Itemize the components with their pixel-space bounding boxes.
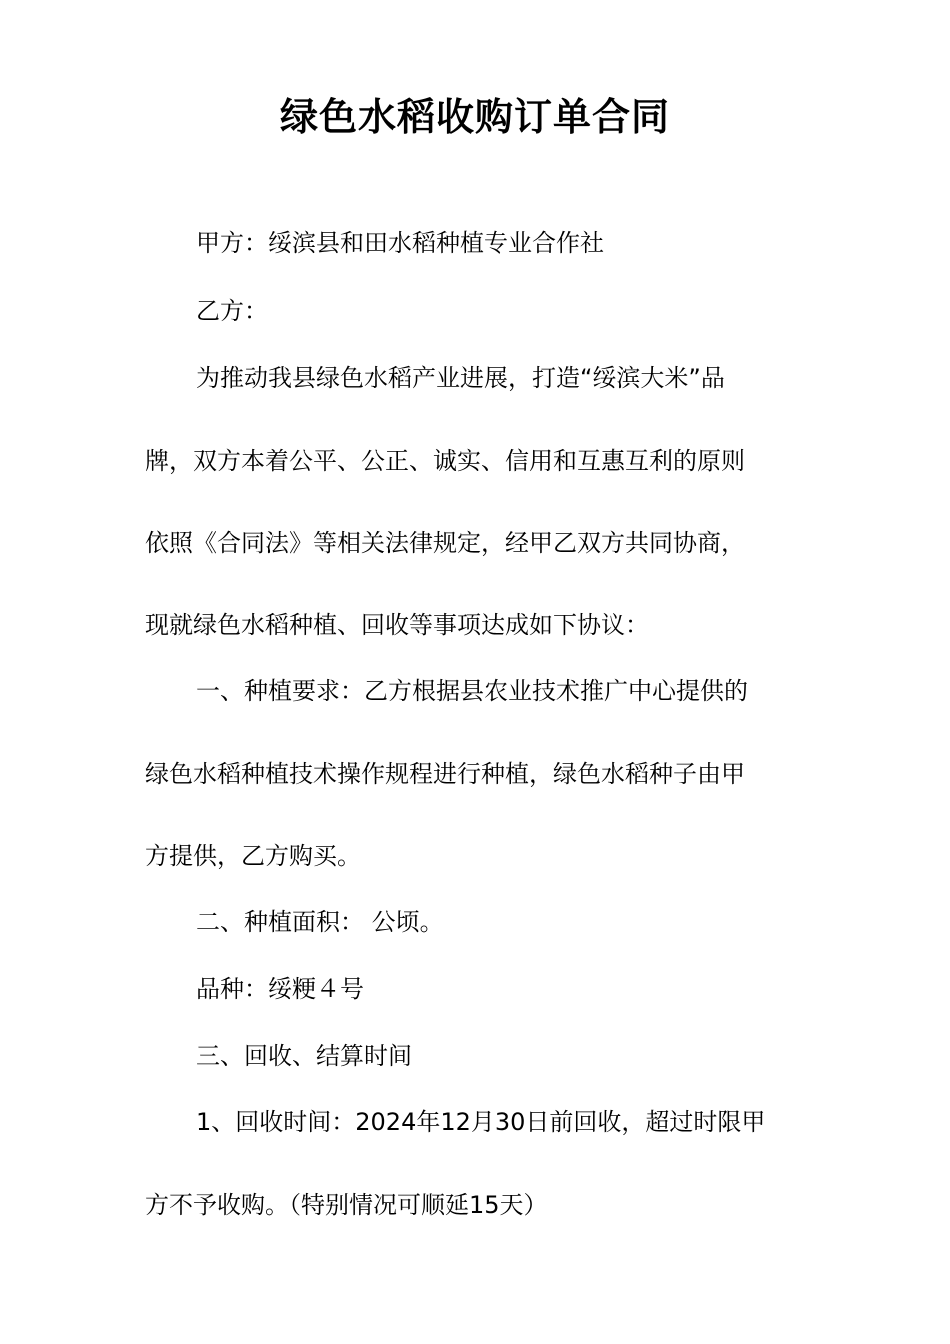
clause-1-line-3: 方提供，乙方购买。: [145, 842, 361, 870]
clause-1-line-1: 一、种植要求：乙方根据县农业技术推广中心提供的: [196, 677, 748, 705]
party-b-line: 乙方：: [196, 297, 268, 325]
clause-3-item-1-line-1: 1、回收时间：2024年12月30日前回收，超过时限甲: [196, 1108, 766, 1136]
preamble-line-3: 依照《合同法》等相关法律规定，经甲乙双方共同协商，: [145, 529, 745, 557]
preamble-line-4: 现就绿色水稻种植、回收等事项达成如下协议：: [145, 611, 649, 639]
preamble-line-1: 为推动我县绿色水稻产业进展，打造“绥滨大米”品: [196, 364, 725, 392]
clause-2-area-line: 二、种植面积： 公顷。: [196, 908, 444, 936]
clause-3-heading: 三、回收、结算时间: [196, 1042, 412, 1070]
contract-title: 绿色水稻收购订单合同: [279, 95, 670, 139]
variety-line: 品种：绥粳４号: [196, 975, 364, 1003]
clause-3-item-1-line-2: 方不予收购。（特别情况可顺延15天）: [145, 1191, 548, 1219]
preamble-line-2: 牌，双方本着公平、公正、诚实、信用和互惠互利的原则: [145, 447, 745, 475]
party-a-line: 甲方：绥滨县和田水稻种植专业合作社: [196, 229, 604, 257]
clause-1-line-2: 绿色水稻种植技术操作规程进行种植，绿色水稻种子由甲: [145, 760, 745, 788]
